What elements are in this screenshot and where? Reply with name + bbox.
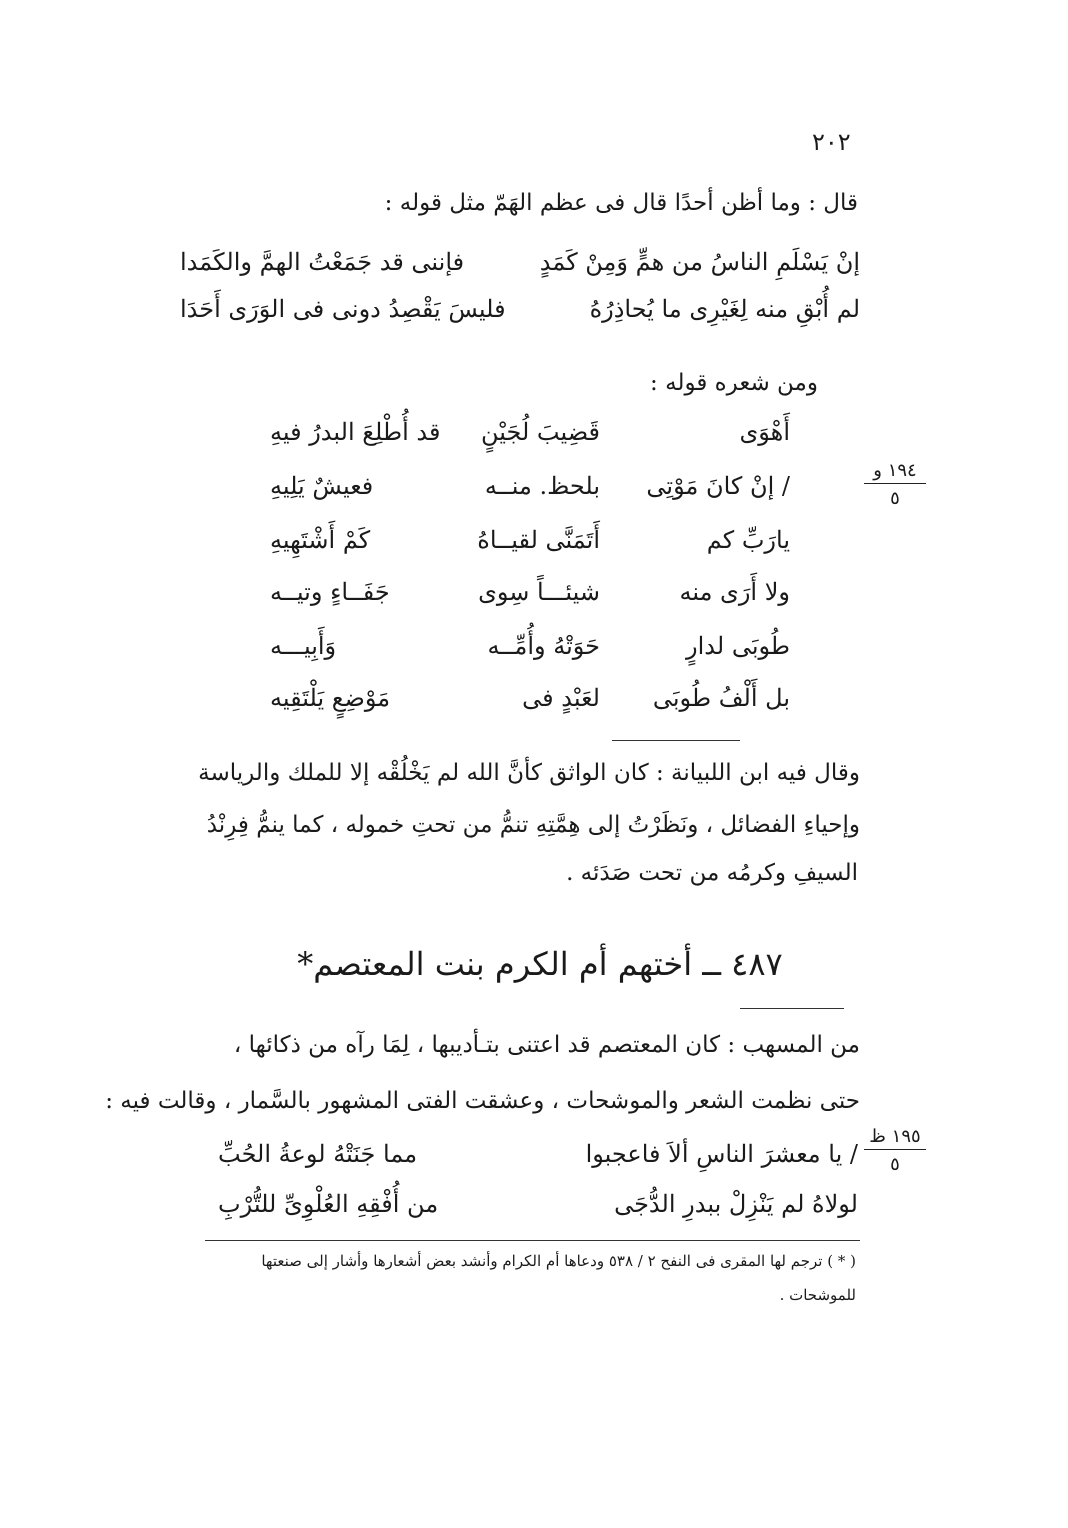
couplet-second-hemistich: مما جَنَتْهُ لوعةُ الحُبِّ [218,1140,418,1168]
poem-segment: وَأَبِيـــه [270,632,337,660]
poem-segment: جَفَــاءٍ وتيــه [270,578,390,606]
prose-line: وإحياءِ الفضائل ، ونَظَرْتُ إلى هِمَّتِهِ تنمُّ من تحتِ خموله ، كما ينمُّ فِرِنْدُ [206,812,860,838]
poem-segment: حَوَتْهُ وأُمِّــه [487,632,600,660]
couplet-second-hemistich: فإننى قد جَمَعْتُ الهمَّ والكَمَدا [180,248,465,276]
poem-segment: فعيشٌ يَلِيهِ [270,472,374,500]
prose-line: حتى نظمت الشعر والموشحات ، وعشقت الفتى المشهور بالسَّمار ، وقالت فيه : [105,1088,860,1114]
poem-segment: كَمْ أَشْتَهِيهِ [270,526,371,554]
poem-segment: قَضِيبَ لُجَيْنٍ [480,418,600,446]
entry-heading: ٤٨٧ ــ أختهم أم الكرم بنت المعتصم* [297,945,783,983]
prose-line: وقال فيه ابن اللبيانة : كان الواثق كأنَّ الله لم يَخْلُقْه إلا للملك والرياسة [198,760,860,786]
manuscript-folio-note [860,460,930,509]
manuscript-folio-note [860,1126,930,1175]
folio-number: ١٩٥ ظ [869,1126,921,1147]
couplet-first-hemistich: لم أُبْقِ منه لِغَيْرِى ما يُحاذِرُهُ [589,295,860,323]
poem-segment: طُوبَى لدارٍ [686,632,790,660]
poem-segment: / إنْ كانَ مَوْتِى [646,472,790,500]
intro-line: قال : وما أظن أحدًا قال فى عظم الهَمّ مثل قوله : [384,190,858,216]
folio-number: ١٩٤ و [873,460,917,481]
page-number: ٢٠٢ [812,128,851,156]
poem-segment: يارَبِّ كم [706,526,790,554]
poem-intro: ومن شعره قوله : [650,370,818,396]
folio-line: ٥ [890,1154,900,1175]
poem-line [270,472,790,512]
poem-line [270,418,790,458]
section-divider [612,740,740,741]
poem-segment: شيئـــاً سِوى [478,578,600,606]
couplet-row [180,295,860,335]
couplet-second-hemistich: من أُفْقِهِ العُلْوِىِّ للتُّرْبِ [218,1190,439,1218]
poem-segment: بل أَلْفُ طُوبَى [652,684,790,712]
poem-segment: قد أُطْلِعَ البدرُ فيهِ [270,418,441,446]
couplet-first-hemistich: / يا معشرَ الناسِ ألاَ فاعجبوا [585,1140,858,1168]
poem-segment: مَوْضِعٍ يَلْتَقِيه [270,684,391,712]
footnote-rule [205,1240,860,1241]
poem-segment: لعَبْدٍ فى [522,684,600,712]
poem-segment: أَتَمَنَّى لقيــاهُ [477,526,600,554]
prose-line: من المسهب : كان المعتصم قد اعتنى بتـأديبها ، لِمَا رآه من ذكائها ، [233,1032,860,1058]
folio-line: ٥ [890,488,900,509]
couplet-first-hemistich: لولاهُ لم يَنْزِلْ ببدرِ الدُّجَى [614,1190,858,1218]
poem-segment: أَهْوَى [739,418,790,446]
couplet-second-hemistich: فليسَ يَقْصِدُ دونى فى الوَرَى أَحَدَا [180,295,506,323]
footnote-line: للموشحات . [779,1286,856,1304]
heading-divider [740,1008,844,1009]
poem-line [270,632,790,672]
couplet-row [218,1140,858,1180]
poem-segment: بلحظ. منــه [484,472,600,500]
couplet-row [180,248,860,288]
prose-line: السيفِ وكرمُه من تحت صَدَئه . [566,860,858,886]
poem-line [270,684,790,724]
poem-line [270,578,790,618]
poem-segment: ولا أَرَى منه [679,578,790,606]
couplet-row [218,1190,858,1230]
footnote-line: ( * ) ترجم لها المقرى فى النفح ٢ / ٥٣٨ ودعاها أم الكرام وأنشد بعض أشعارها وأشار إلى صنعتها [261,1252,856,1270]
couplet-first-hemistich: إنْ يَسْلَمِ الناسُ من همٍّ وَمِنْ كَمَدٍ [539,248,860,276]
poem-line [270,526,790,566]
